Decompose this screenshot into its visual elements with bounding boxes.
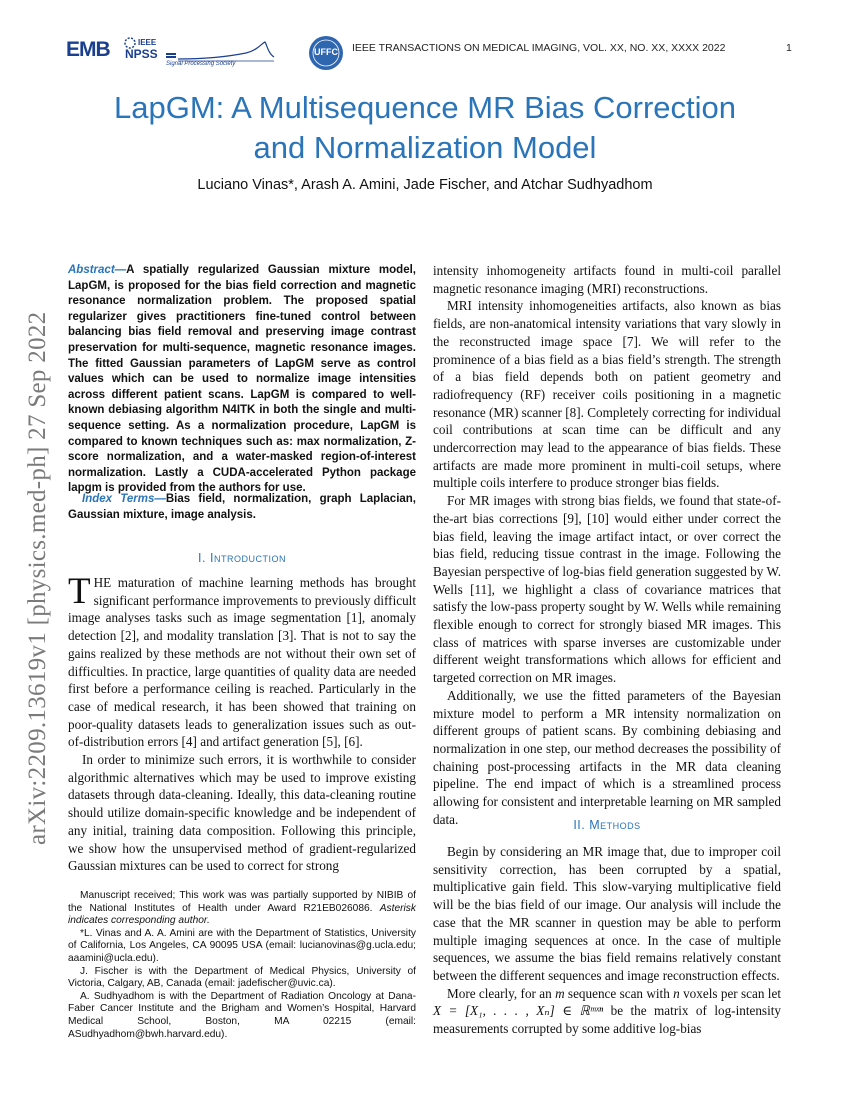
dropcap-letter: T	[68, 571, 91, 612]
abstract	[68, 263, 416, 497]
arxiv-stamp: arXiv:2209.13619v1 [physics.med-ph] 27 Sep 2022	[24, 311, 51, 845]
math-n: n	[673, 985, 680, 1001]
header-logos	[66, 35, 348, 71]
signal-processing-society-logo: Signal Processing Society	[166, 41, 276, 71]
right-paragraph-1: MRI intensity inhomogeneities artifacts, also known as bias fields, are non-anatomical intensity variations that vary slowly in the reconstructed image space [7]. We will refer to the prominence of a bias field as a bias field’s strength. The strength of a bias field depends both on patient geometry and radiofrequency (RF) receiver coils positioning in a magnetic resonance (MR) scanner [8]. Completely correcting for individual coil contributions at scan time can be difficult and any undercorrection may lead to the appearance of bias fields. These artifacts are made more prominent in multi-coil setups, where multiple coils interfere to produce stronger bias fields.	[433, 298, 781, 491]
footnotes	[68, 890, 416, 1041]
page-number: 1	[786, 42, 792, 54]
methods-body	[433, 843, 781, 1038]
title-line-2: and Normalization Model	[253, 130, 597, 165]
index-terms	[68, 492, 416, 523]
journal-header: IEEE TRANSACTIONS ON MEDICAL IMAGING, VOL. XX, NO. XX, XXXX 2022	[352, 42, 726, 54]
footnote-funding: Manuscript received; This work was was partially supported by NIBIB of the National Institutes of Health under Award R21EB026086. Asterisk indicates corresponding author.	[68, 890, 416, 927]
right-paragraph-0: intensity inhomogeneity artifacts found in multi-coil parallel magnetic resonance imaging (MRI) reconstructions.	[433, 263, 781, 296]
footnote-author-uvic: J. Fischer is with the Department of Medical Physics, University of Victoria, Calgary, AB, Canada (email: jadefischer@uvic.ca).	[68, 965, 416, 990]
math-equation-x: X = [X₁, . . . , Xₙ] ∈ ℝᵐˣⁿ	[433, 1003, 604, 1019]
math-m: m	[555, 985, 565, 1001]
abstract-text: A spatially regularized Gaussian mixture model, LapGM, is proposed for the bias field correction and magnetic resonance normalization problem. The proposed spatial regularizer gives practitioners fine-tuned control between balancing bias field removal and preserving image contrast preservation for multi-sequence, magnetic resonance images. The fitted Gaussian parameters of LapGM serve as control values which can be used to normalize image intensities across different patient scans. LapGM is compared to well-known debiasing algorithm N4ITK in both the single and multi-sequence setting. As a normalization procedure, LapGM is compared to known techniques such as: max normalization, Z-score normalization, and a water-masked region-of-interest normalization. Lastly a CUDA-accelerated Python package lapgm is provided from the authors for use.	[68, 264, 416, 495]
ieee-npss-logo: IEEE NPSS	[125, 38, 158, 61]
index-terms-label: Index Terms—	[82, 493, 166, 505]
section-heading-methods: II. Methods	[573, 818, 641, 832]
section-heading-introduction: I. Introduction	[198, 551, 286, 565]
abstract-label: Abstract—	[68, 264, 127, 276]
sps-wave-icon	[166, 41, 276, 63]
right-paragraph-2: For MR images with strong bias fields, we found that state-of-the-art bias corrections [9], [10] would either under correct the bias field, leaving the image artifact intact, or over correct the bias field, reducing tissue contrast in the image. Following the Bayesian perspective of log-bias field generation suggested by W. Wells [11], we highlight a class of covariance matrices that satisfy the low-pass property sought by W. Wells while remaining flexible enough to correct for strongly biased MR images. This class of matrices with sparse inverses are customizable under different weight transformations which allows for efficient and targeted correction on MR images.	[433, 493, 781, 686]
introduction-body	[68, 571, 417, 875]
methods-paragraph-2: More clearly, for an m sequence scan with n voxels per scan let X = [X₁, . . . , Xₙ] ∈ ℝᵐˣⁿ be the matrix of log-intensity measurements corrupted by some additive log-bias	[433, 985, 781, 1037]
index-terms-text: Bias field, normalization, graph Laplacian, Gaussian mixture, image analysis.	[68, 493, 417, 521]
title-line-1: LapGM: A Multisequence MR Bias Correction	[114, 90, 736, 125]
emb-logo: EMB	[66, 38, 110, 61]
right-column-body	[433, 262, 781, 829]
methods-paragraph-1: Begin by considering an MR image that, due to improper coil sensitivity correction, has been corrupted by a spatial, multiplicative gain field. This slow-varying multiplicative field will be the bias field of our image. Our analysis will include the case that the MR scanner in question may be able to perform multiple imaging sequences at once. In the case of multiple sequences, we assume the bias field remains relatively constant between the different sequences and image reconstruction effects.	[433, 844, 781, 983]
author-list: Luciano Vinas*, Arash A. Amini, Jade Fischer, and Atchar Sudhyadhom	[197, 177, 653, 193]
right-paragraph-3: Additionally, we use the fitted parameters of the Bayesian mixture model to perform a MR intensity normalization on different groups of patient scans. By combining debiasing and normalization in one step, our method decreases the possibility of chaining post-processing artifacts in the MR data cleaning pipeline. The end impact of which is a streamlined process allowing for consistent and interpretable learning on MR sampled data.	[433, 687, 781, 827]
lead-small-caps: HE	[93, 575, 112, 590]
uffc-logo: UFFC	[308, 35, 344, 71]
footnote-author-dana-farber: A. Sudhyadhom is with the Department of Radiation Oncology at Dana-Faber Cancer Institute and the Brigham and Women’s Hospital, Harvard Medical School, Boston, MA 02215 (email: ASudhyadhom@bwh.harvard.edu).	[68, 990, 416, 1040]
footnote-authors-ucla: *L. Vinas and A. A. Amini are with the Department of Statistics, University of California, Los Angeles, CA 90095 USA (email: lucianovinas@g.ucla.edu; aaamini@ucla.edu).	[68, 927, 416, 964]
intro-paragraph-1: THE maturation of machine learning methods has brought significant performance improvements to previously difficult image analyses tasks such as image segmentation [1], anomaly detection [2], and modality translation [3]. That is not to say the gains realized by these methods are not without their own set of difficulties. In practice, large quantities of quality data are needed first before a performance ceiling is reached. Particularly in the case of medical research, it has been showed that training on poor-quality datasets leads to generalization issues such as out-of-distribution errors [4] and artifact generation [5], [6].	[68, 571, 417, 750]
paper-title	[60, 88, 790, 168]
intro-paragraph-2: In order to minimize such errors, it is worthwhile to consider algorithmic alternatives which may be used to improve existing datasets through data-cleaning. Ideally, this data-cleaning routine should utilize domain-specific knowledge and be independent of any initial, training data composition. Following this principle, we show how the unsupervised method of gradient-regularized Gaussian mixtures can be used to correct for strong	[68, 752, 416, 874]
